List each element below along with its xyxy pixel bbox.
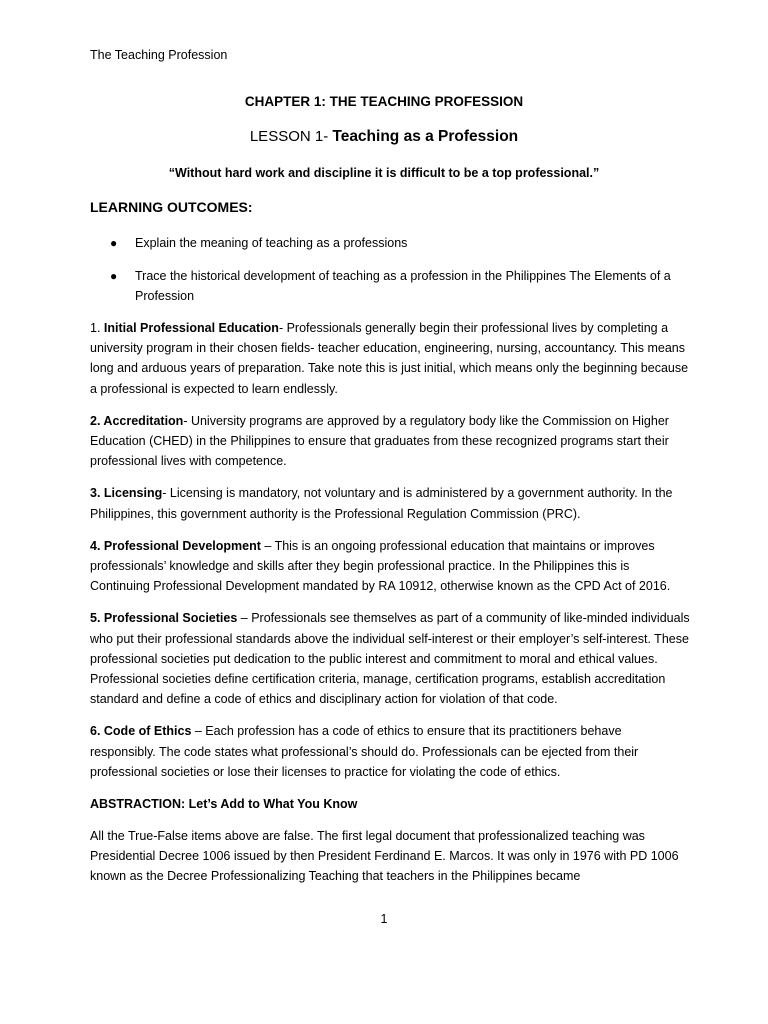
element-paragraph xyxy=(90,721,690,782)
element-paragraph xyxy=(90,608,690,709)
outcome-text: Explain the meaning of teaching as a professions xyxy=(135,236,408,250)
lesson-main-title: Teaching as a Profession xyxy=(332,128,519,145)
list-item xyxy=(90,233,690,253)
element-term: 4. Professional Development xyxy=(90,538,261,553)
lesson-title xyxy=(90,128,678,146)
abstraction-paragraph: All the True-False items above are false. The first legal document that professionalized teaching was Presidential Decree 1006 issued by then President Ferdinand E. Marcos. It was only in 1976 with PD 1006 known as the Decree Professionalizing Teaching that teachers in the Philippines became xyxy=(90,829,679,884)
learning-outcomes-heading: LEARNING OUTCOMES: xyxy=(90,199,253,215)
learning-outcomes-list xyxy=(90,233,690,319)
element-term: 5. Professional Societies xyxy=(90,611,238,626)
element-text: – Professionals see themselves as part of a community of like-minded individuals who put their professional standards above the individual self-interest or their employer’s self-interest. These professional societies put dedication to the public interest and commitment to moral and ethical values. Professional societies define certification criteria, manage, certification programs, establish accreditation standard and define a code of ethics and disciplinary action for violation of that code. xyxy=(90,611,690,707)
element-term: Initial Professional Education xyxy=(103,321,279,335)
abstraction-heading: ABSTRACTION: Let’s Add to What You Know xyxy=(90,797,358,812)
element-text: - University programs are approved by a regulatory body like the Commission on Higher Education (CHED) in the Philippines to ensure that graduates from these recognized programs start their professional lives with competence. xyxy=(90,413,669,469)
body-content xyxy=(90,318,690,899)
list-item xyxy=(90,266,690,306)
element-text: – This is an ongoing professional education that maintains or improves professionals’ knowledge and skills after they begin professional practice. In the Philippines this is Continuing Professional Development mandated by RA 10912, otherwise known as the CPD Act of 2016. xyxy=(90,538,671,594)
epigraph-quote: “Without hard work and discipline it is difficult to be a top professional.” xyxy=(168,166,600,180)
element-text: - Professionals generally begin their professional lives by completing a university program in their chosen fields- teacher education, engineering, nursing, accountancy. This means long and arduous years of preparation. Take note this is just initial, which means only the beginning because a professional is expected to learn endlessly. xyxy=(90,321,689,396)
element-paragraph xyxy=(90,536,690,597)
element-text: - Licensing is mandatory, not voluntary and is administered by a government authority. In the Philippines, this government authority is the Professional Regulation Commission (PRC). xyxy=(90,486,673,521)
element-term: 3. Licensing xyxy=(90,486,163,501)
bullet-icon: ● xyxy=(110,269,118,283)
bullet-icon: ● xyxy=(110,236,118,250)
chapter-title: CHAPTER 1: THE TEACHING PROFESSION xyxy=(244,94,524,109)
outcome-text: Trace the historical development of teaching as a profession in the Philippines The Elements of a Profession xyxy=(135,269,671,303)
element-term: 2. Accreditation xyxy=(90,413,184,428)
element-paragraph xyxy=(90,411,690,472)
element-paragraph xyxy=(90,318,690,399)
element-paragraph xyxy=(90,483,690,523)
lesson-prefix: LESSON 1- xyxy=(249,128,333,145)
element-text: – Each profession has a code of ethics to ensure that its practitioners behave responsibly. The code states what professional’s should do. Professionals can be ejected from their professional societies or lose their licenses to practice for violating the code of ethics. xyxy=(90,724,639,779)
element-number: 1. xyxy=(90,321,104,335)
page-number: 1 xyxy=(380,912,388,926)
element-term: 6. Code of Ethics xyxy=(90,724,192,739)
running-header: The Teaching Profession xyxy=(90,48,228,62)
